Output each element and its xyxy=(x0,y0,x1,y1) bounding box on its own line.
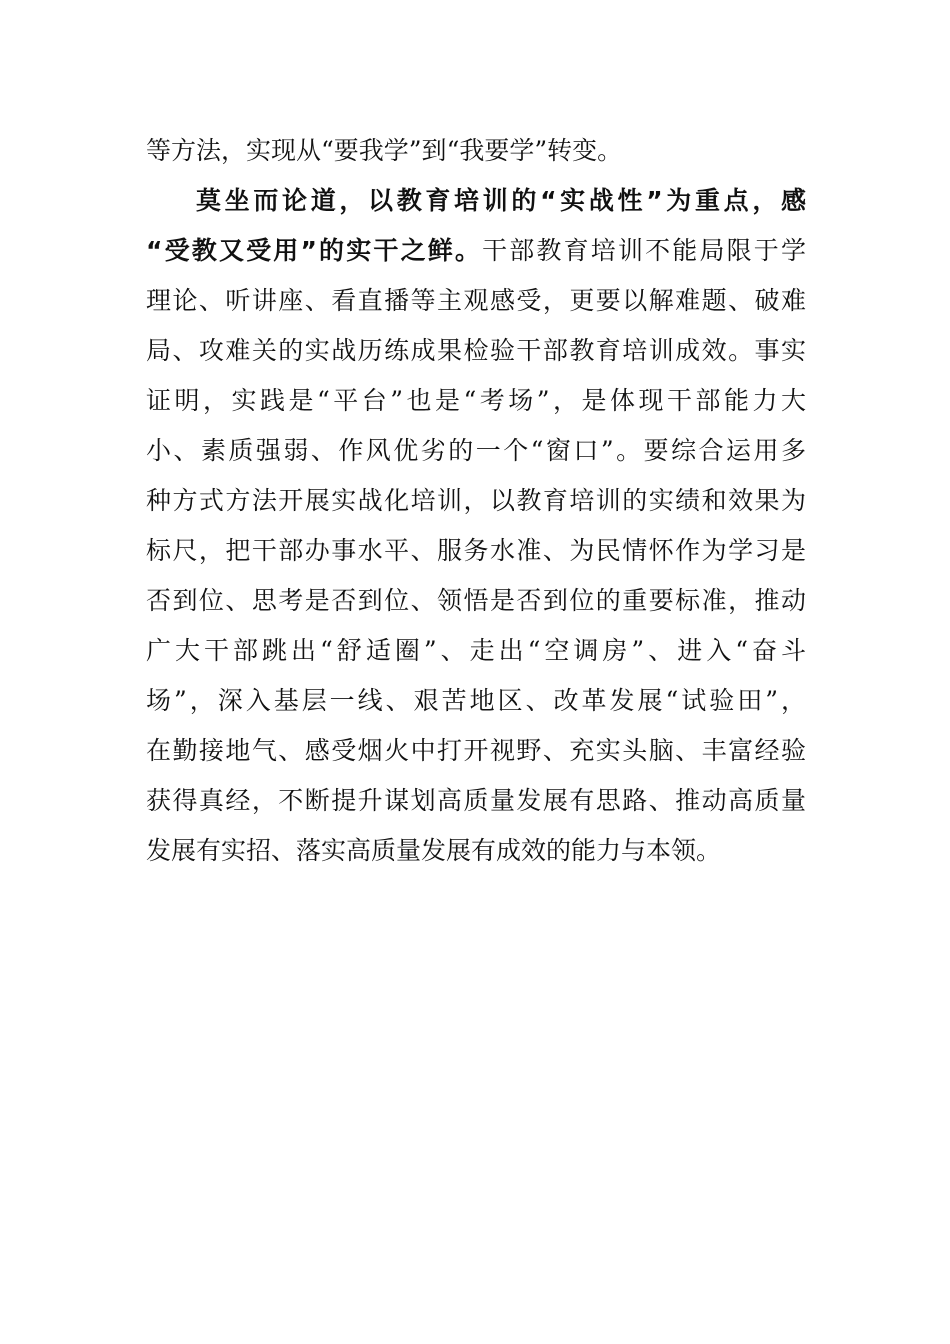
paragraph-2-line-6: 小、素质强弱、作风优劣的一个“窗口”。要综合运用多 xyxy=(146,436,806,465)
paragraph-2-line-5: 证明，实践是“平台”也是“考场”，是体现干部能力大 xyxy=(146,386,806,415)
paragraph-2-line-14: 发展有实招、落实高质量发展有成效的能力与本领。 xyxy=(146,836,722,865)
paragraph-2-line-4: 局、攻难关的实战历练成果检验干部教育培训成效。事实 xyxy=(146,336,806,365)
paragraph-2-line-10: 广大干部跳出“舒适圈”、走出“空调房”、进入“奋斗 xyxy=(146,636,806,665)
paragraph-1-line-1: 等方法，实现从“要我学”到“我要学”转变。 xyxy=(146,136,623,165)
paragraph-2-line-7: 种方式方法开展实战化培训，以教育培训的实绩和效果为 xyxy=(146,486,806,515)
paragraph-2-line-9: 否到位、思考是否到位、领悟是否到位的重要标准，推动 xyxy=(146,586,806,615)
paragraph-2-line-12: 在勤接地气、感受烟火中打开视野、充实头脑、丰富经验 xyxy=(146,736,806,765)
paragraph-2-line-2-text: 干部教育培训不能局限于学 xyxy=(482,236,806,265)
paragraph-2-line-3: 理论、听讲座、看直播等主观感受，更要以解难题、破难 xyxy=(146,286,806,315)
paragraph-2-line-8: 标尺，把干部办事水平、服务水准、为民情怀作为学习是 xyxy=(146,536,806,565)
paragraph-2-line-11: 场”，深入基层一线、艰苦地区、改革发展“试验田”， xyxy=(146,686,806,715)
paragraph-2-heading-end: “受教又受用”的实干之鲜。 xyxy=(146,236,483,265)
paragraph-2-heading-line-1: 莫坐而论道，以教育培训的“实战性”为重点，感 xyxy=(196,186,806,215)
paragraph-2-line-2 xyxy=(146,226,806,276)
paragraph-2-line-13: 获得真经，不断提升谋划高质量发展有思路、推动高质量 xyxy=(146,786,806,815)
